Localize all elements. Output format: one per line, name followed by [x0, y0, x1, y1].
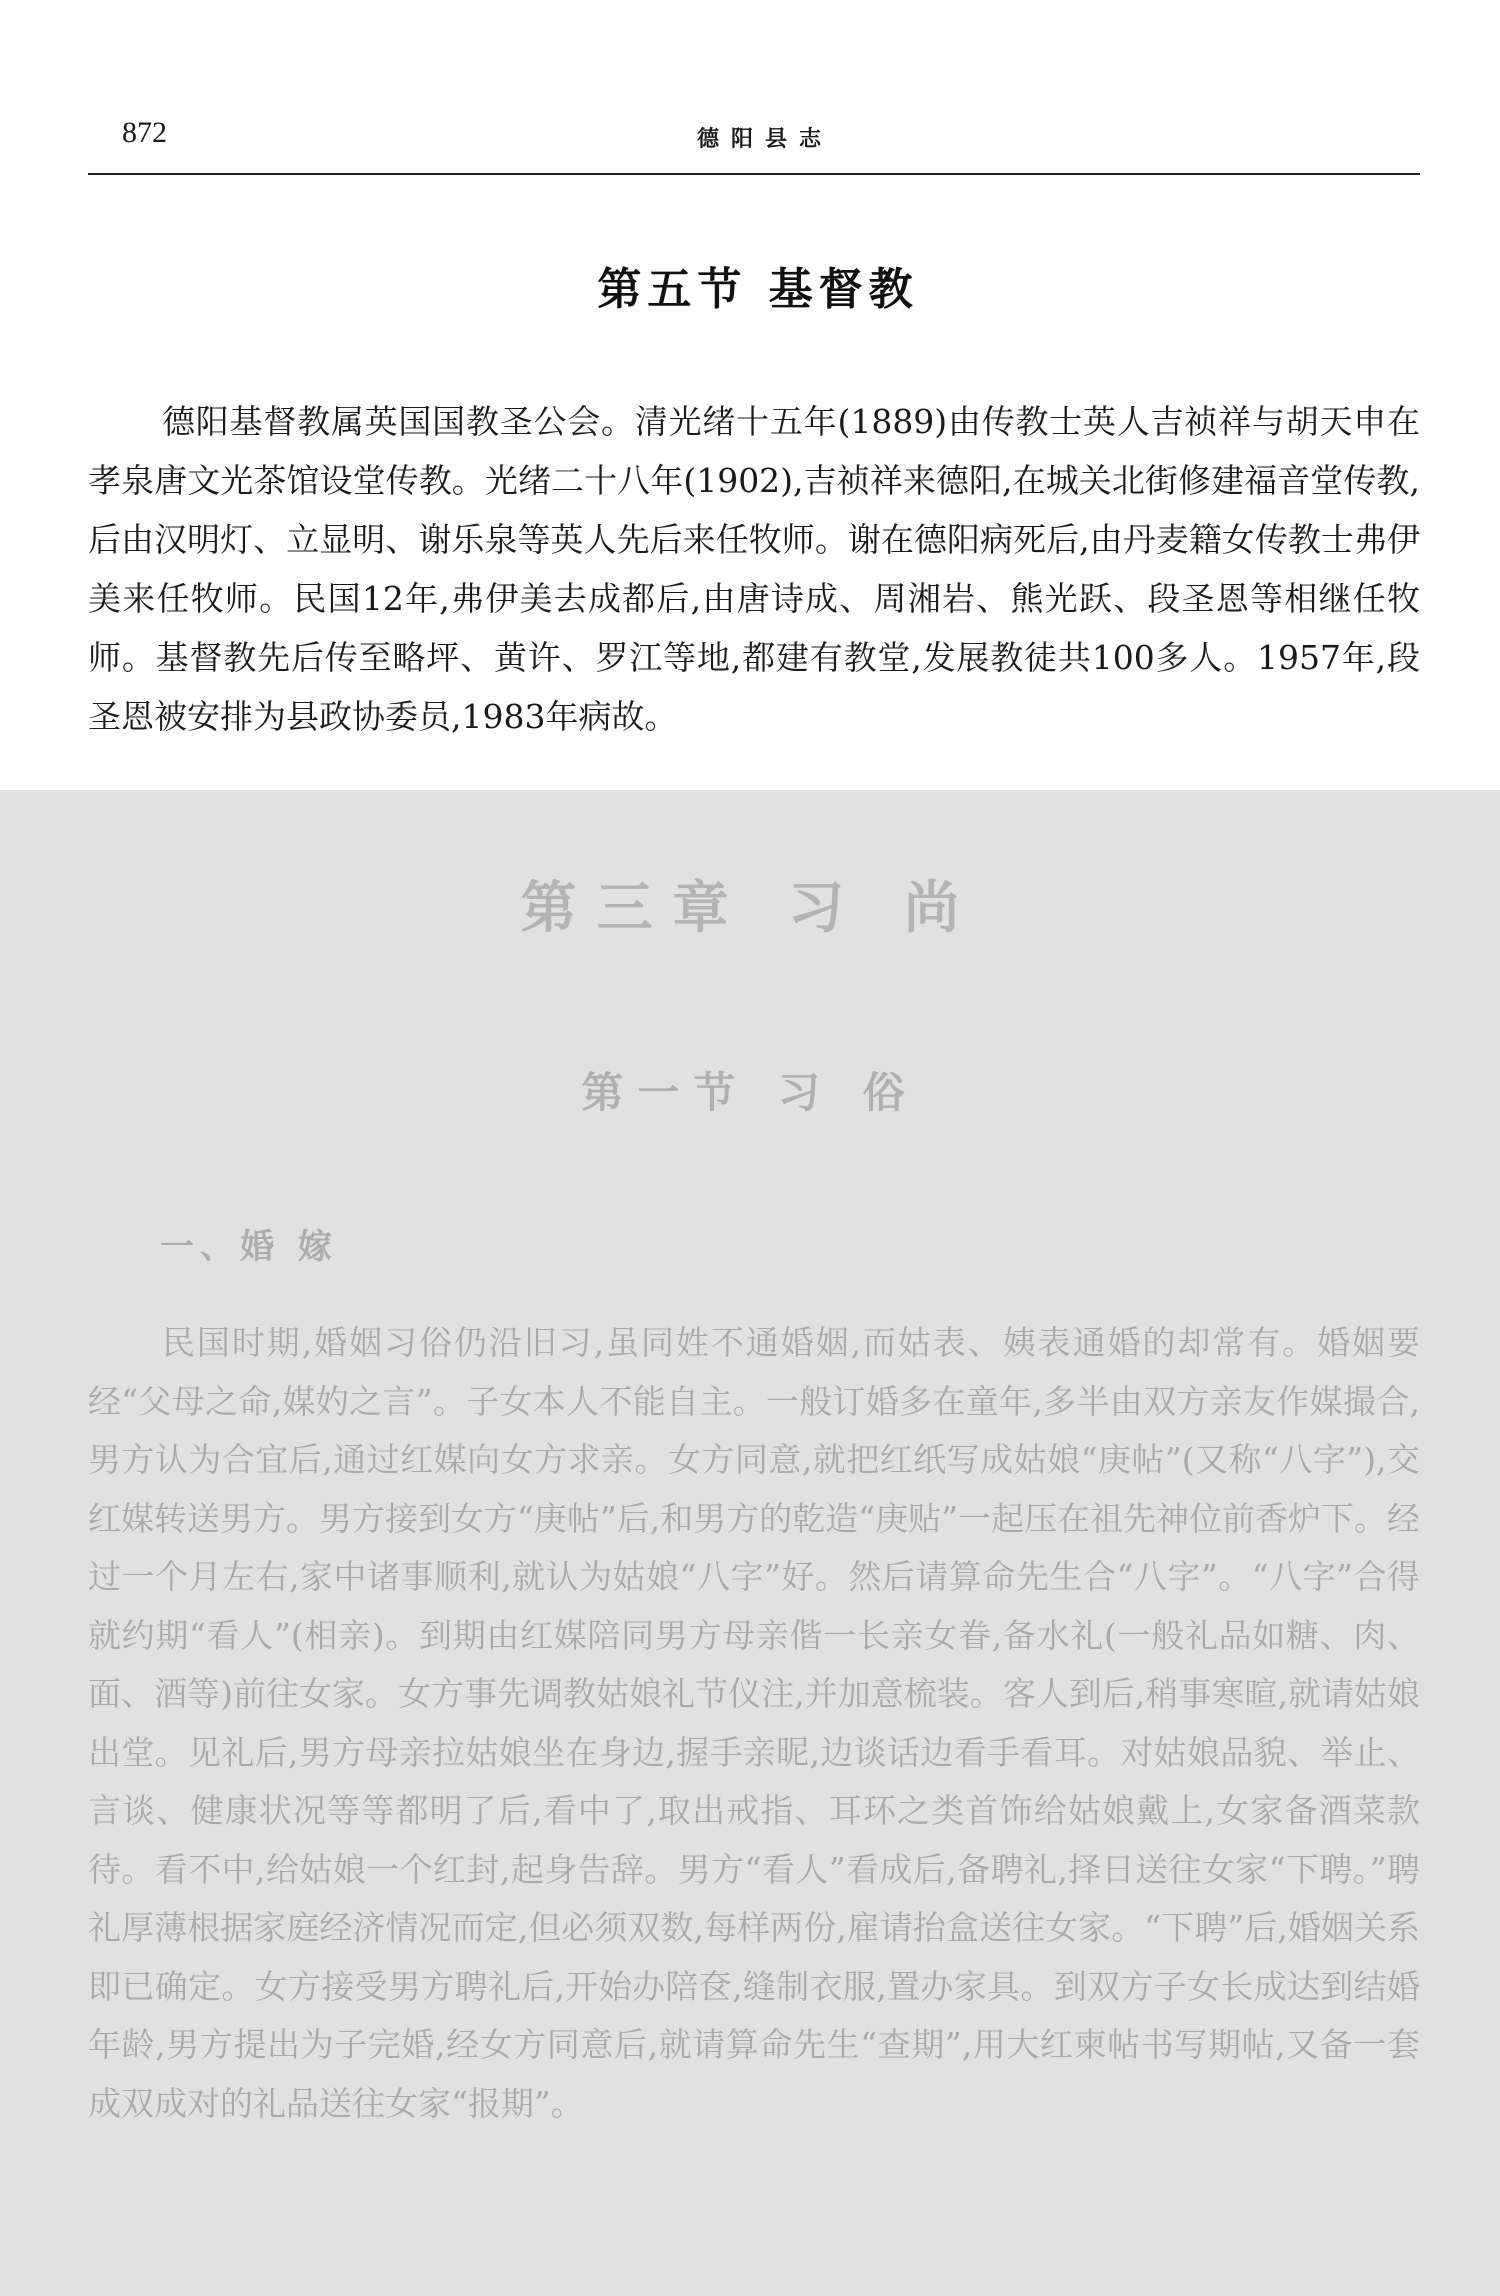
page-number: 872	[122, 116, 167, 149]
chapter-section-title: 第一节 习 俗	[581, 1068, 919, 1117]
subsection-title: 一、婚 嫁	[160, 1227, 338, 1267]
section-title: 第五节 基督教	[597, 264, 919, 315]
section-paragraph: 德阳基督教属英国国教圣公会。清光绪十五年(1889)由传教士英人吉祯祥与胡天申在孝泉唐文光茶馆设堂传教。光绪二十八年(1902),吉祯祥来德阳,在城关北街修建福音堂传教,后由汉明灯、立显明、谢乐泉等英人先后来任牧师。谢在德阳病死后,由丹麦籍女传教士弗伊美来任牧师。民国12年,弗伊美去成都后,由唐诗成、周湘岩、熊光跃、段圣恩等相继任牧师。基督教先后传至略坪、黄许、罗江等地,都建有教堂,发展教徒共100多人。1957年,段圣恩被安排为县政协委员,1983年病故。	[88, 402, 1420, 736]
running-title: 德阳县志	[696, 126, 833, 152]
chapter-title: 第三章 习 尚	[520, 875, 980, 941]
header-rule	[88, 173, 1420, 175]
chapter-paragraph: 民国时期,婚姻习俗仍沿旧习,虽同姓不通婚姻,而姑表、姨表通婚的却常有。婚姻要经“父母之命,媒妁之言”。子女本人不能自主。一般订婚多在童年,多半由双方亲友作媒撮合,男方认为合宜后,通过红媒向女方求亲。女方同意,就把红纸写成姑娘“庚帖”(又称“八字”),交红媒转送男方。男方接到女方“庚帖”后,和男方的乾造“庚贴”一起压在祖先神位前香炉下。经过一个月左右,家中诸事顺利,就认为姑娘“八字”好。然后请算命先生合“八字”。“八字”合得就约期“看人”(相亲)。到期由红媒陪同男方母亲偕一长亲女眷,备水礼(一般礼品如糖、肉、面、酒等)前往女家。女方事先调教姑娘礼节仪注,并加意梳装。客人到后,稍事寒暄,就请姑娘出堂。见礼后,男方母亲拉姑娘坐在身边,握手亲昵,边谈话边看手看耳。对姑娘品貌、举止、言谈、健康状况等等都明了后,看中了,取出戒指、耳环之类首饰给姑娘戴上,女家备酒菜款待。看不中,给姑娘一个红封,起身告辞。男方“看人”看成后,备聘礼,择日送往女家“下聘。”聘礼厚薄根据家庭经济情况而定,但必须双数,每样两份,雇请抬盒送往女家。“下聘”后,婚姻关系即已确定。女方接受男方聘礼后,开始办陪奁,缝制衣服,置办家具。到双方子女长成达到结婚年龄,男方提出为子完婚,经女方同意后,就请算命先生“查期”,用大红柬帖书写期帖,又备一套成双成对的礼品送往女家“报期”。	[88, 1323, 1420, 2123]
